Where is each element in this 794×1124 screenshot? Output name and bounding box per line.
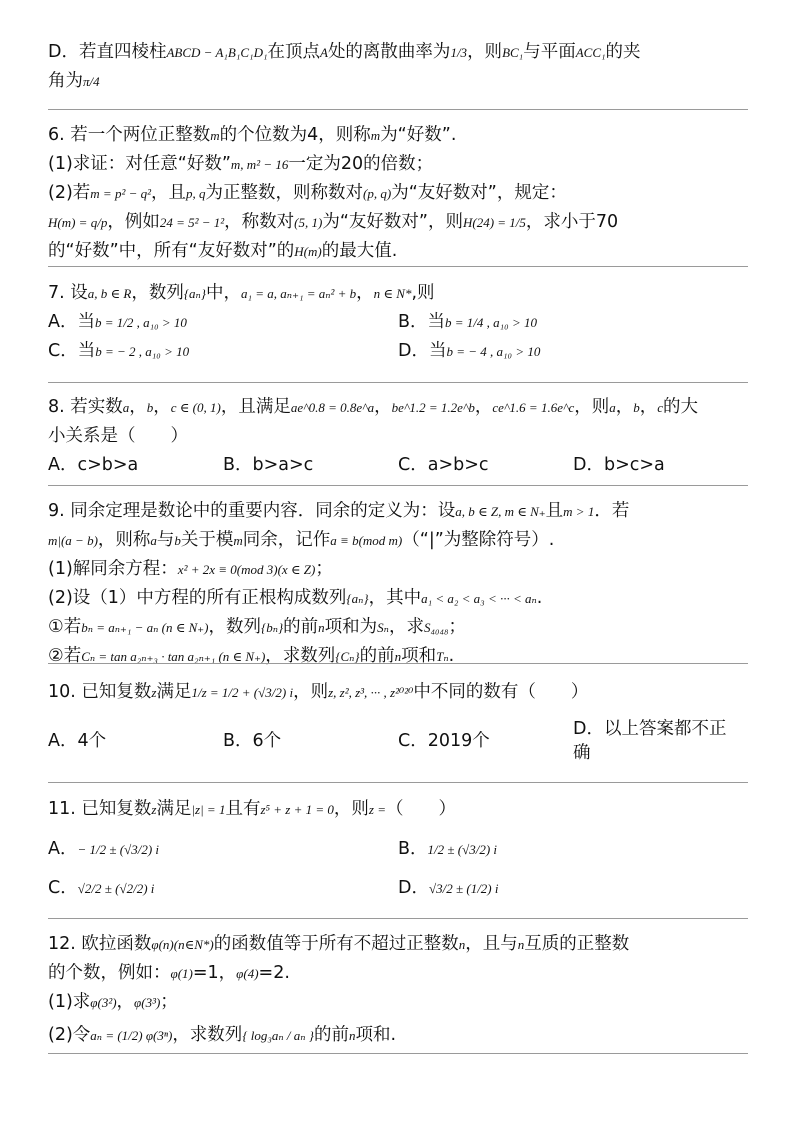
divider — [48, 266, 748, 267]
q11-option-a[interactable]: A．− 1/2 ± (√3/2) i — [48, 839, 160, 859]
q10-option-c[interactable]: C．2019个 — [398, 730, 490, 751]
q7-option-b[interactable]: B．当b = 1/4 , a₁₀ > 10 — [398, 312, 537, 332]
q8-option-a[interactable]: A．c>b>a — [48, 455, 139, 475]
q10-options — [48, 717, 748, 765]
divider — [48, 1053, 748, 1054]
q8-options — [48, 451, 748, 480]
q8-option-d[interactable]: D．b>c>a — [573, 455, 665, 475]
question-12: 12. 欧拉函数φ(n)(n∈N*)的函数值等于所有不超过正整数n，且与n互质的正整数 的个数，例如：φ(1)=1，φ(4)=2. (1)求φ(3²)，φ(3³)； (2)令aₙ = (1/2) φ(3ⁿ)，求数列{ log₃aₙ / aₙ }的前n项和. — [48, 934, 630, 1045]
q7-option-d[interactable]: D．当b = − 4 , a₁₀ > 10 — [398, 341, 541, 361]
q10-option-b[interactable]: B．6个 — [223, 730, 282, 751]
question-7: 7. 设a, b ∈ R，数列{aₙ}中，a₁ = a, aₙ₊₁ = aₙ² + b，n ∈ N*,则 A．当b = 1/2 , a₁₀ > 10 B．当b = 1/4 , a₁₀ > 10 C．当b = − 2 , a₁₀ > 10 D．当b = − 4 , a₁₀ > 10 — [48, 279, 748, 366]
divider — [48, 918, 748, 919]
q8-option-c[interactable]: C．a>b>c — [398, 455, 489, 475]
q11-options-row-2 — [48, 869, 748, 908]
divider — [48, 485, 748, 486]
q11-option-c[interactable]: C．√2/2 ± (√2/2) i — [48, 878, 155, 898]
q11-option-b[interactable]: B．1/2 ± (√3/2) i — [398, 839, 498, 859]
divider — [48, 782, 748, 783]
divider — [48, 663, 748, 664]
q7-options-row-2 — [48, 337, 748, 366]
q11-options-row-1 — [48, 830, 748, 869]
question-11: 11. 已知复数z满足|z| = 1且有z⁵ + z + 1 = 0，则z =（ ） A．− 1/2 ± (√3/2) i B．1/2 ± (√3/2) i C．√2/2 ± (√2/2) i D．√3/2 ± (1/2) i — [48, 795, 748, 908]
q7-option-c[interactable]: C．当b = − 2 , a₁₀ > 10 — [48, 341, 190, 361]
q11-option-d[interactable]: D．√3/2 ± (1/2) i — [398, 878, 499, 898]
question-9: 9. 同余定理是数论中的重要内容．同余的定义为：设a, b ∈ Z, m ∈ N₊且m > 1．若 m|(a − b)，则称a与b关于模m同余，记作a ≡ b(mod m)（“|”为整除符号）. (1)解同余方程：x² + 2x ≡ 0(mod 3)(x ∈ Z)； (2)设（1）中方程的所有正根构成数列{aₙ}，其中a₁ < a₂ < a₃ < ··· < aₙ. ①若bₙ = aₙ₊₁ − aₙ (n ∈ N₊)，数列{bₙ}的前n项和为Sₙ，求S₄₀₄₈； ②若Cₙ = tan a₂ₙ₊₃ · tan a₂ₙ₊₁ (n ∈ N₊)，求数列{Cₙ}的前n项和Tₙ. — [48, 501, 630, 666]
q8-option-b[interactable]: B．b>a>c — [223, 455, 314, 475]
q10-option-d[interactable]: D．以上答案都不正确 — [573, 719, 727, 763]
q10-option-a[interactable]: A．4个 — [48, 730, 107, 751]
question-5-option-d — [48, 38, 748, 96]
question-10: 10. 已知复数z满足1/z = 1/2 + (√3/2) i，则z, z², z³, ··· , z²⁰²⁰中不同的数有（ ） A．4个 B．6个 C．2019个 D．以上答案都不正确 — [48, 678, 748, 765]
divider — [48, 109, 748, 110]
question-6: 6. 若一个两位正整数m的个位数为4，则称m为“好数”. (1)求证：对任意“好数”m, m² − 16一定为20的倍数； (2)若m = p² − q²，且p, q为正整数，则称数对(p, q)为“友好数对”，规定： H(m) = q/p，例如24 = 5² − 1²，称数对(5, 1)为“友好数对”，则H(24) = 1/5，求小于70 的“好数”中，所有“友好数对”的H(m)的最大值. — [48, 125, 619, 261]
q5d-line-2: 角为π/4 — [48, 71, 100, 91]
divider — [48, 382, 748, 383]
question-8: 8. 若实数a，b，c ∈ (0, 1)，且满足ae^0.8 = 0.8e^a，be^1.2 = 1.2e^b，ce^1.6 = 1.6e^c，则a，b，c的大 小关系是（ ） A．c>b>a B．b>a>c C．a>b>c D．b>c>a — [48, 393, 748, 480]
q7-option-a[interactable]: A．当b = 1/2 , a₁₀ > 10 — [48, 312, 187, 332]
q7-options-row-1 — [48, 308, 748, 337]
q5d-line-1: D．若直四棱柱ABCD − A₁B₁C₁D₁在顶点A处的离散曲率为1/3，则BC₁与平面ACC₁的夹 — [48, 42, 641, 62]
